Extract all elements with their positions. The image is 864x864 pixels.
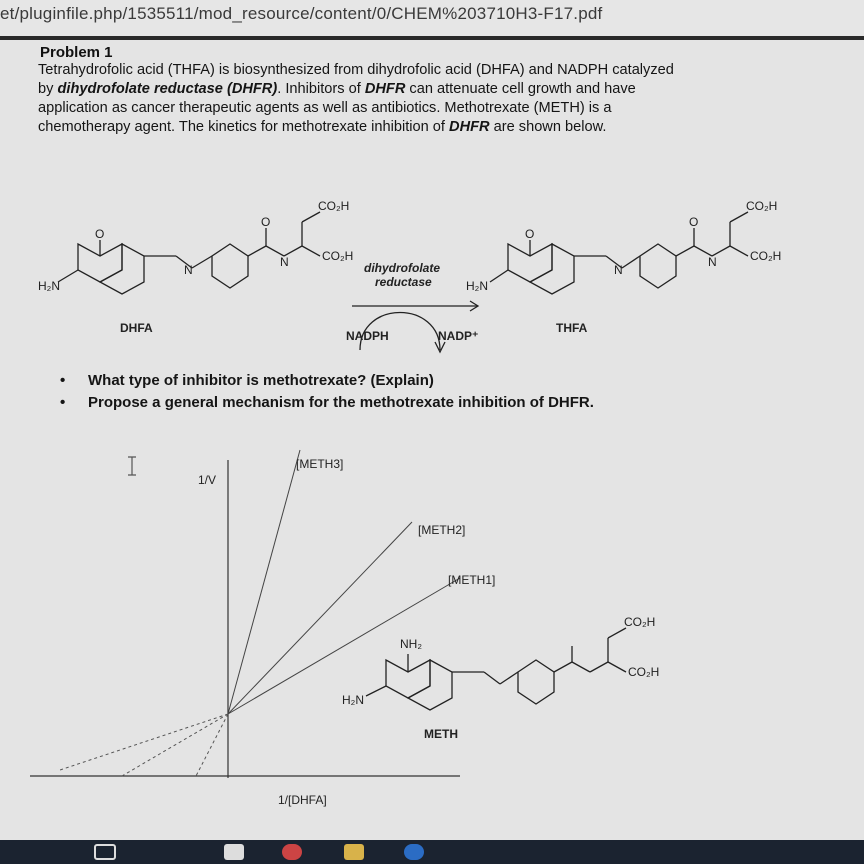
thfa-co2h-top: CO₂H bbox=[746, 199, 778, 213]
dhfa-co2h-right: CO₂H bbox=[322, 249, 354, 263]
text: chemotherapy agent. The kinetics for methotrexate inhibition of bbox=[38, 119, 450, 135]
thfa-ring-right bbox=[530, 244, 574, 294]
text-cursor-icon bbox=[126, 456, 138, 476]
lineweaver-burk-plot bbox=[0, 420, 864, 840]
line-meth2 bbox=[228, 522, 412, 714]
text: can attenuate cell growth and have bbox=[405, 81, 636, 97]
nadp-label: NADP⁺ bbox=[438, 329, 479, 343]
meth-benzene bbox=[518, 660, 554, 704]
dhfr-abbrev: DHFR bbox=[449, 119, 490, 135]
text: . Inhibitors of bbox=[277, 81, 365, 97]
dhfa-amide-o: O bbox=[261, 215, 271, 229]
question-2-text: Propose a general mechanism for the methotrexate inhibition of DHFR. bbox=[88, 394, 594, 411]
line-meth3 bbox=[228, 450, 300, 714]
os-taskbar bbox=[0, 840, 864, 864]
dhfa-n-label: N bbox=[184, 263, 193, 277]
dhfr-abbrev: DHFR bbox=[364, 81, 406, 97]
thfa-amide-n: N bbox=[708, 255, 717, 269]
dhfa-ring-right bbox=[100, 244, 144, 294]
dhfa-h2n-label: H₂N bbox=[38, 279, 60, 293]
url-text[interactable]: et/pluginfile.php/1535511/mod_resource/content/0/CHEM%203710H3-F17.pdf bbox=[0, 4, 603, 23]
edge-icon[interactable] bbox=[404, 844, 424, 860]
thfa-amide-o: O bbox=[689, 215, 699, 229]
thfa-label: THFA bbox=[556, 321, 588, 335]
problem-title: Problem 1 bbox=[40, 44, 113, 61]
series-label-meth3: [METH3] bbox=[296, 457, 344, 471]
pdf-page bbox=[0, 40, 864, 840]
problem-text-line-4 bbox=[38, 119, 606, 135]
dhfa-co2h-top: CO₂H bbox=[318, 199, 350, 213]
thfa-h2n-label: H₂N bbox=[466, 279, 488, 293]
series-label-meth1: [METH1] bbox=[448, 573, 496, 587]
text: are shown below. bbox=[489, 119, 607, 135]
meth-co2h-right: CO₂H bbox=[628, 665, 660, 679]
thfa-co2h-right: CO₂H bbox=[750, 249, 782, 263]
chrome-icon[interactable] bbox=[282, 844, 302, 860]
dhfa-amide-n: N bbox=[280, 255, 289, 269]
meth-nh2-label: NH₂ bbox=[400, 637, 422, 651]
dhfa-benzene bbox=[212, 244, 248, 288]
series-label-meth2: [METH2] bbox=[418, 523, 466, 537]
line-meth2-extrapolated bbox=[122, 714, 228, 776]
meth-ring-right bbox=[408, 660, 452, 710]
question-1-text: What type of inhibitor is methotrexate? (Explain) bbox=[88, 372, 434, 389]
thfa-n-label: N bbox=[614, 263, 623, 277]
problem-text-line-3: application as cancer therapeutic agents as well as antibiotics. Methotrexate (METH) is a bbox=[38, 100, 612, 116]
store-icon[interactable] bbox=[224, 844, 244, 860]
question-1: • What type of inhibitor is methotrexate? (Explain) bbox=[60, 372, 434, 389]
enzyme-label-2: reductase bbox=[375, 275, 432, 289]
enzyme-label-1: dihydrofolate bbox=[364, 261, 441, 275]
line-meth1-extrapolated bbox=[60, 714, 228, 770]
browser-address-bar[interactable] bbox=[0, 0, 864, 40]
reaction-scheme bbox=[0, 160, 864, 360]
dhfa-label: DHFA bbox=[120, 321, 153, 335]
meth-h2n-label: H₂N bbox=[342, 693, 364, 707]
meth-label: METH bbox=[424, 727, 458, 741]
problem-text-line-1: Tetrahydrofolic acid (THFA) is biosynthesized from dihydrofolic acid (DHFA) and NADPH catalyzed bbox=[38, 62, 674, 78]
x-axis-label: 1/[DHFA] bbox=[278, 793, 327, 807]
dhfa-o-label: O bbox=[95, 227, 105, 241]
problem-text-line-2 bbox=[38, 81, 636, 97]
task-view-icon[interactable] bbox=[94, 844, 116, 860]
thfa-benzene bbox=[640, 244, 676, 288]
thfa-o-label: O bbox=[525, 227, 535, 241]
nadph-label: NADPH bbox=[346, 329, 389, 343]
text: by bbox=[38, 81, 58, 97]
meth-co2h-top: CO₂H bbox=[624, 615, 656, 629]
enzyme-name: dihydrofolate reductase (DHFR) bbox=[57, 81, 278, 97]
files-icon[interactable] bbox=[344, 844, 364, 860]
y-axis-label: 1/V bbox=[198, 473, 217, 487]
question-2: • Propose a general mechanism for the methotrexate inhibition of DHFR. bbox=[60, 394, 594, 411]
